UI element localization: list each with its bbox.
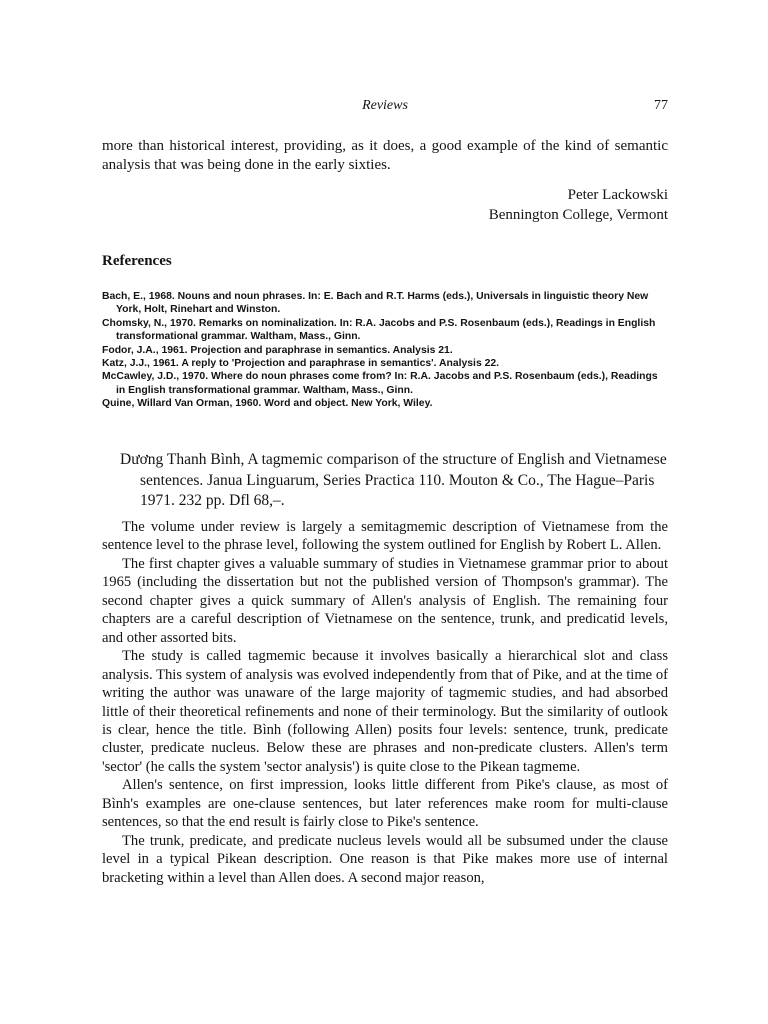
reference-entry: Fodor, J.A., 1961. Projection and paraphrase in semantics. Analysis 21.	[102, 344, 453, 356]
reference-entry: Chomsky, N., 1970. Remarks on nominalization. In: R.A. Jacobs and P.S. Rosenbaum (eds.), Readings in English transformational grammar. Waltham, Mass., Ginn.	[102, 317, 656, 343]
review-paragraph: Allen's sentence, on first impression, looks little different from Pike's clause, as most of Bình's examples are one-clause sentences, but later references make room for multi-clause sentences, so that the end result is fairly close to Pike's sentence.	[102, 777, 668, 831]
review-paragraph: The trunk, predicate, and predicate nucleus levels would all be subsumed under the clause level in a typical Pikean description. One reason is that Pike makes more use of internal bracketing within a level than Allen does. A second major reason,	[102, 832, 668, 886]
reference-entry: Bach, E., 1968. Nouns and noun phrases. In: E. Bach and R.T. Harms (eds.), Universals in linguistic theory New York, Holt, Rinehart and Winston.	[102, 291, 649, 316]
review-citation: Dương Thanh Bình, A tagmemic comparison of the structure of English and Vietnamese sentences. Janua Linguarum, Series Practica 110. Mouton & Co., The Hague–Paris 1971. 232 pp. Dfl 68,–.	[120, 451, 667, 509]
page-number: 77	[654, 98, 668, 113]
intro-paragraph: more than historical interest, providing, as it does, a good example of the kind of semantic analysis that was being done in the early sixties.	[102, 138, 668, 174]
reference-entry: Quine, Willard Van Orman, 1960. Word and object. New York, Wiley.	[102, 398, 433, 410]
reference-entry: Katz, J.J., 1961. A reply to 'Projection and paraphrase in semantics'. Analysis 22.	[102, 358, 500, 370]
running-title: Reviews	[362, 98, 408, 113]
page-header	[102, 98, 668, 118]
review-paragraph: The first chapter gives a valuable summary of studies in Vietnamese grammar prior to about 1965 (including the dissertation but not the published version of Thompson's grammar). The second chapter gives a quick summary of Allen's analysis of English. The remaining four chapters are a careful description of Vietnamese on the sentence, trunk, and predicatid levels, and other assorted bits.	[102, 555, 668, 646]
reviewer-affiliation: Bennington College, Vermont	[488, 207, 668, 223]
reference-entry: McCawley, J.D., 1970. Where do noun phrases come from? In: R.A. Jacobs and P.S. Rosenbaum (eds.), Readings in English transformational grammar. Waltham, Mass., Ginn.	[102, 371, 658, 396]
review-paragraph: The volume under review is largely a semitagmemic description of Vietnamese from the sentence level to the phrase level, following the system outlined for English by Robert L. Allen.	[102, 519, 668, 554]
reviewer-name: Peter Lackowski	[567, 187, 668, 203]
reference-list	[102, 290, 668, 411]
review-paragraph: The study is called tagmemic because it involves basically a hierarchical slot and class analysis. This system of analysis was evolved independently from that of Pike, and at the time of writing the author was unaware of the large majority of tagmemic studies, and had absorbed little of their theoretical refinements and none of their terminology. But the similarity of outlook is clear, hence the title. Bình (following Allen) posits four levels: sentence, trunk, predicate cluster, predicate nucleus. Below these are phrases and non-predicate clusters. Allen's term 'sector' (he calls the system 'sector analysis') is quite close to the Pikean tagmeme.	[102, 648, 668, 775]
reviewer-signature	[489, 185, 668, 225]
references-heading: References	[102, 253, 172, 269]
review-body	[102, 518, 668, 887]
